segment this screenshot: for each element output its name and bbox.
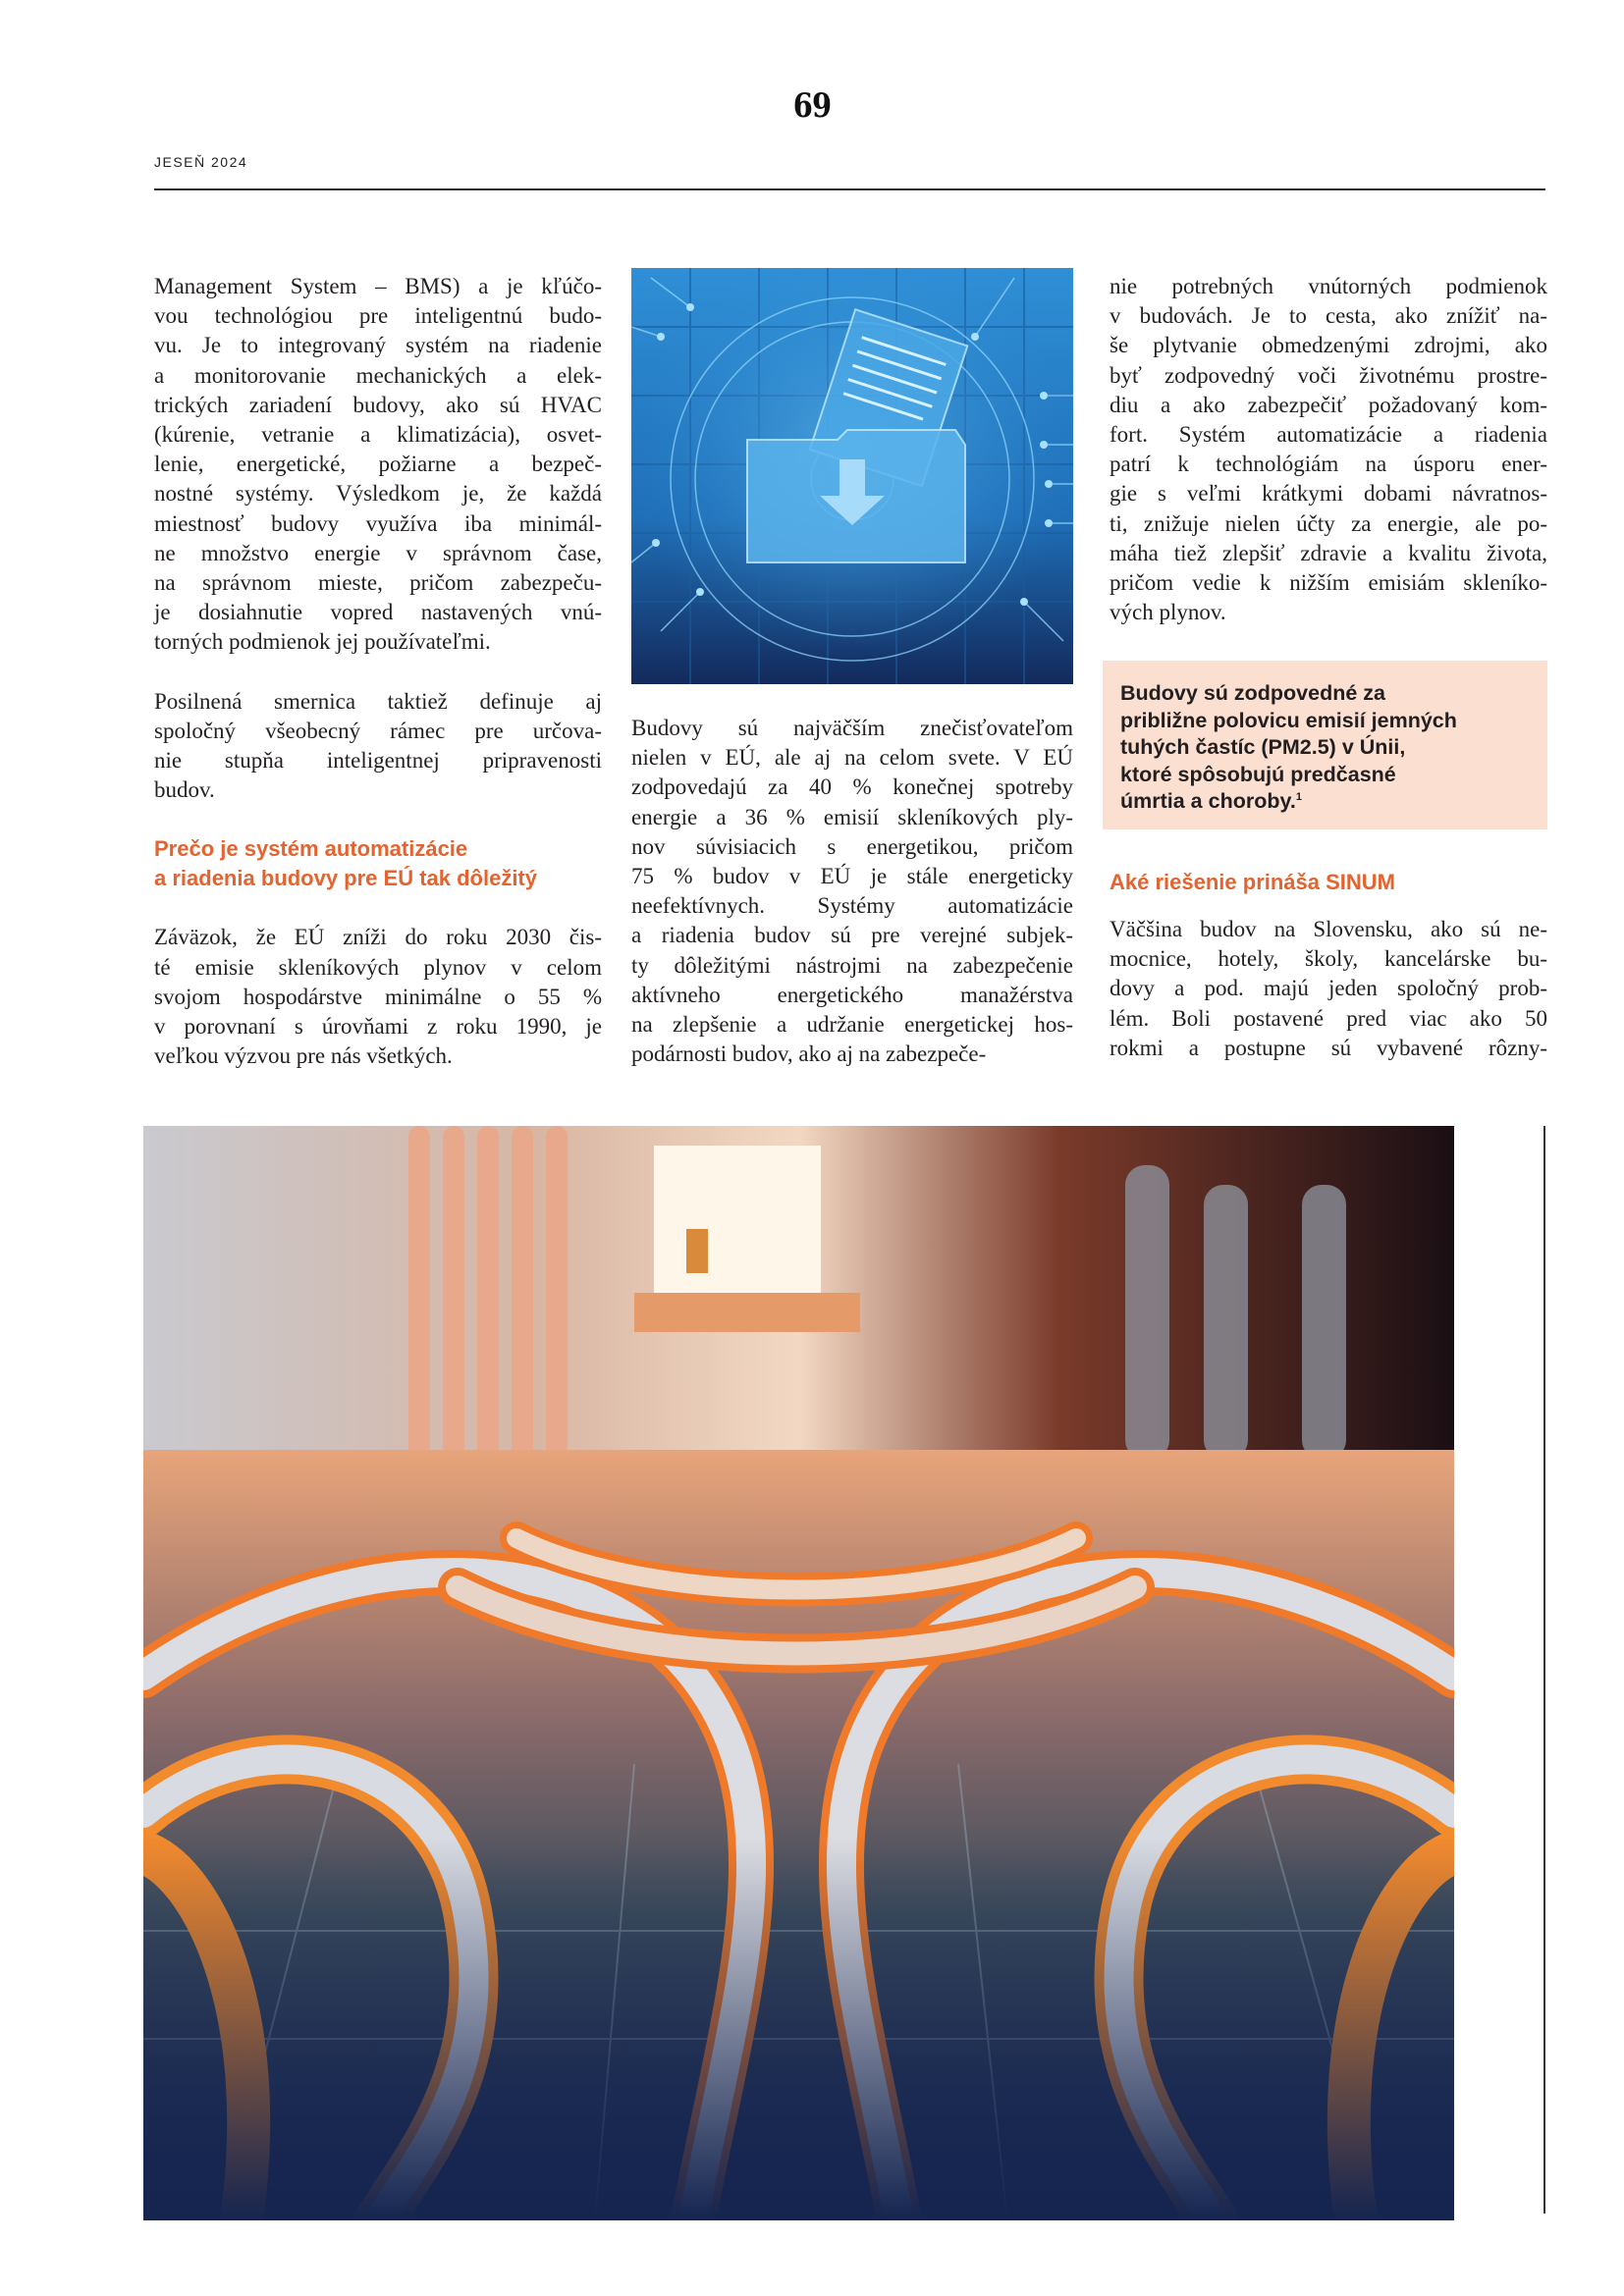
paragraph (154, 687, 602, 806)
underfloor-heating-image (143, 1126, 1454, 2220)
spacer (154, 805, 602, 834)
column-3-continued (1110, 915, 1547, 1063)
text-line: Prečo je systém automatizácie (154, 836, 468, 862)
text-line: še plytvanie obmedzenými zdrojmi, ako (1110, 333, 1547, 358)
text-line: ti, znižuje nielen účty za energie, ale po- (1110, 510, 1547, 536)
text-line: ne množstvo energie v správnom čase, (154, 540, 602, 565)
section-heading-sinum: Aké riešenie prináša SINUM (1110, 870, 1396, 894)
text-line: pričom vedie k nižším emisiám skleníko- (1110, 570, 1547, 596)
text-line: je dosiahnutie vopred nastavených vnú- (154, 600, 602, 625)
digital-folder-image (631, 268, 1073, 684)
callout-line: približne polovicu emisií jemných (1120, 708, 1457, 732)
text-line: nie stupňa inteligentnej pripravenosti (154, 748, 602, 774)
text-line: v budovách. Je to cesta, ako znížiť na- (1110, 303, 1547, 329)
issue-label: JESEŇ 2024 (154, 154, 248, 170)
text-line: patrí k technológiám na úsporu ener- (1110, 452, 1547, 477)
column-1 (154, 272, 602, 1071)
text-line: svojom hospodárstve minimálne o 55 % (154, 984, 602, 1009)
text-line: nov súvisiacich s energetikou, pričom (631, 833, 1073, 859)
text-line: a monitorovanie mechanických a elek- (154, 362, 602, 388)
text-line: nielen v EÚ, ale aj na celom svete. V EÚ (631, 745, 1073, 771)
callout-line: Budovy sú zodpovedné za (1120, 681, 1385, 705)
callout-text (1120, 680, 1533, 816)
text-line: vých plynov. (1110, 600, 1226, 625)
text-line: na zlepšenie a udržanie energetickej hos- (631, 1012, 1073, 1038)
callout-box (1103, 661, 1547, 829)
text-line: máha tiež zlepšiť zdravie a kvalitu života, (1110, 540, 1547, 565)
text-line: budov. (154, 777, 215, 803)
folder-download-icon (631, 268, 1073, 684)
paragraph (154, 923, 602, 1071)
text-line: vu. Je to integrovaný systém na riadenie (154, 333, 602, 358)
text-line: aktívneho energetického manažérstva (631, 982, 1073, 1007)
text-line: byť zodpovedný voči životnému prostre- (1110, 362, 1547, 388)
text-line: lém. Boli postavené pred viac ako 50 (1110, 1005, 1547, 1031)
text-line: lenie, energetické, požiarne a bezpeč- (154, 452, 602, 477)
section-heading (154, 834, 602, 893)
text-line: Posilnená smernica taktiež definuje aj (154, 688, 602, 714)
column-divider-line (1543, 1126, 1545, 2214)
text-line: ty dôležitými nástrojmi na zabezpečenie (631, 952, 1073, 978)
text-line: miestnosť budovy využíva iba minimál- (154, 510, 602, 536)
text-line: té emisie skleníkových plynov v celom (154, 954, 602, 980)
text-line: nostné systémy. Výsledkom je, že každá (154, 481, 602, 507)
text-line: vou technológiou pre inteligentnú budo- (154, 303, 602, 329)
text-line: torných podmienok jej používateľmi. (154, 629, 491, 655)
text-line: zodpovedajú za 40 % konečnej spotreby (631, 774, 1073, 800)
paragraph (154, 272, 602, 658)
text-line: energie a 36 % emisií skleníkových ply- (631, 804, 1073, 829)
text-line: Budovy sú najväčším znečisťovateľom (631, 716, 1073, 740)
text-line: fort. Systém automatizácie a riadenia (1110, 422, 1547, 448)
footnote-marker: 1 (1295, 790, 1302, 803)
text-line: Väčšina budov na Slovensku, ako sú ne- (1110, 917, 1547, 941)
text-line: gie s veľmi krátkymi dobami návratnos- (1110, 481, 1547, 507)
text-line: trických zariadení budovy, ako sú HVAC (154, 392, 602, 417)
text-line: Management System – BMS) a je kľúčo- (154, 274, 602, 298)
text-line: podárnosti budov, ako aj na zabezpeče- (631, 1041, 987, 1067)
paragraph (1110, 272, 1547, 627)
text-line: rokmi a postupne sú vybavené rôzny- (1110, 1035, 1547, 1060)
column-3 (1110, 272, 1547, 627)
spacer (154, 658, 602, 687)
text-line: 75 % budov v EÚ je stále energeticky (631, 864, 1073, 889)
column-2 (631, 714, 1073, 1069)
text-line: spoločný všeobecný rámec pre určova- (154, 718, 602, 743)
text-line: na správnom mieste, pričom zabezpeču- (154, 570, 602, 596)
text-line: v porovnaní s úrovňami z roku 1990, je (154, 1014, 602, 1040)
callout-line: tuhých častíc (PM2.5) v Únii, (1120, 735, 1406, 759)
text-line: dovy a pod. majú jeden spoločný prob- (1110, 976, 1547, 1001)
header-rule (154, 188, 1545, 190)
callout-line-last (1120, 788, 1533, 816)
underfloor-heating-pipes-illustration (143, 1126, 1454, 2220)
text-line: neefektívnych. Systémy automatizácie (631, 893, 1073, 919)
text-line: nie potrebných vnútorných podmienok (1110, 274, 1547, 298)
text-line: veľkou výzvou pre nás všetkých. (154, 1043, 453, 1069)
page-number: 69 (792, 86, 832, 126)
callout-line: ktoré spôsobujú predčasné (1120, 762, 1396, 786)
callout-line: úmrtia a choroby. (1120, 789, 1296, 813)
text-line: diu a ako zabezpečiť požadovaný kom- (1110, 392, 1547, 417)
text-line: Záväzok, že EÚ zníži do roku 2030 čis- (154, 925, 602, 950)
text-line: a riadenia budov sú pre verejné subjek- (631, 923, 1073, 948)
paragraph (631, 714, 1073, 1069)
spacer (154, 893, 602, 923)
text-line: a riadenia budovy pre EÚ tak dôležitý (154, 866, 537, 891)
text-line: (kúrenie, vetranie a klimatizácia), osvet- (154, 422, 602, 448)
text-line: mocnice, hotely, školy, kancelárske bu- (1110, 946, 1547, 972)
paragraph (1110, 915, 1547, 1063)
